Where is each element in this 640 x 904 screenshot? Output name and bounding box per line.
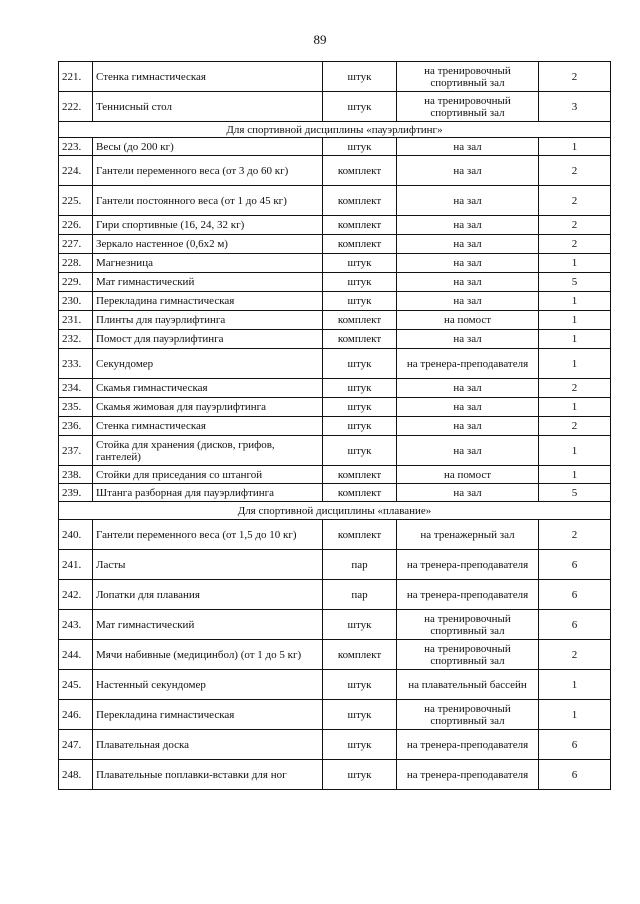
item-unit: штук	[323, 273, 397, 292]
item-quantity: 6	[539, 580, 611, 610]
page-number: 89	[313, 32, 327, 47]
item-place: на зал	[397, 417, 539, 436]
item-place: на зал	[397, 292, 539, 311]
item-quantity: 1	[539, 398, 611, 417]
item-place: на зал	[397, 235, 539, 254]
item-number: 241.	[59, 550, 93, 580]
item-number: 224.	[59, 156, 93, 186]
item-name: Гири спортивные (16, 24, 32 кг)	[93, 216, 323, 235]
item-number: 238.	[59, 466, 93, 484]
item-number: 230.	[59, 292, 93, 311]
item-name: Весы (до 200 кг)	[93, 138, 323, 156]
item-name: Помост для пауэрлифтинга	[93, 330, 323, 349]
item-place: на тренировочный спортивный зал	[397, 610, 539, 640]
item-quantity: 2	[539, 379, 611, 398]
item-quantity: 6	[539, 730, 611, 760]
item-unit: штук	[323, 670, 397, 700]
item-place: на помост	[397, 466, 539, 484]
item-name: Стойки для приседания со штангой	[93, 466, 323, 484]
item-name: Скамья жимовая для пауэрлифтинга	[93, 398, 323, 417]
item-number: 244.	[59, 640, 93, 670]
item-number: 245.	[59, 670, 93, 700]
item-unit: штук	[323, 436, 397, 466]
table-row	[59, 138, 611, 156]
item-number: 225.	[59, 186, 93, 216]
item-place: на зал	[397, 254, 539, 273]
item-unit: комплект	[323, 484, 397, 502]
item-name: Перекладина гимнастическая	[93, 292, 323, 311]
table-row	[59, 610, 611, 640]
item-number: 246.	[59, 700, 93, 730]
equipment-table	[58, 61, 611, 790]
item-name: Гантели постоянного веса (от 1 до 45 кг)	[93, 186, 323, 216]
item-place: на зал	[397, 138, 539, 156]
table-row	[59, 273, 611, 292]
item-name: Стенка гимнастическая	[93, 417, 323, 436]
item-name: Ласты	[93, 550, 323, 580]
item-name: Мячи набивные (медицинбол) (от 1 до 5 кг)	[93, 640, 323, 670]
item-place: на зал	[397, 379, 539, 398]
table-row	[59, 62, 611, 92]
item-number: 221.	[59, 62, 93, 92]
item-number: 222.	[59, 92, 93, 122]
item-name: Магнезница	[93, 254, 323, 273]
item-quantity: 6	[539, 760, 611, 790]
table-row	[59, 186, 611, 216]
item-place: на тренера-преподавателя	[397, 730, 539, 760]
item-unit: комплект	[323, 311, 397, 330]
table-row	[59, 730, 611, 760]
item-unit: комплект	[323, 520, 397, 550]
section-title: Для спортивной дисциплины «пауэрлифтинг»	[59, 122, 611, 138]
table-row	[59, 156, 611, 186]
item-place: на тренера-преподавателя	[397, 349, 539, 379]
section-header-row	[59, 502, 611, 520]
table-row	[59, 484, 611, 502]
item-place: на тренировочный спортивный зал	[397, 700, 539, 730]
item-quantity: 2	[539, 156, 611, 186]
item-place: на плавательный бассейн	[397, 670, 539, 700]
item-number: 232.	[59, 330, 93, 349]
item-quantity: 1	[539, 138, 611, 156]
item-number: 228.	[59, 254, 93, 273]
item-unit: штук	[323, 398, 397, 417]
table-row	[59, 349, 611, 379]
item-place: на зал	[397, 398, 539, 417]
item-unit: штук	[323, 379, 397, 398]
item-unit: штук	[323, 610, 397, 640]
item-unit: комплект	[323, 156, 397, 186]
item-unit: комплект	[323, 216, 397, 235]
item-place: на тренажерный зал	[397, 520, 539, 550]
table-row	[59, 466, 611, 484]
table-row	[59, 398, 611, 417]
item-name: Лопатки для плавания	[93, 580, 323, 610]
item-place: на тренировочный спортивный зал	[397, 640, 539, 670]
item-number: 227.	[59, 235, 93, 254]
item-unit: комплект	[323, 466, 397, 484]
item-number: 236.	[59, 417, 93, 436]
table-row	[59, 700, 611, 730]
item-quantity: 1	[539, 292, 611, 311]
item-quantity: 5	[539, 484, 611, 502]
item-number: 235.	[59, 398, 93, 417]
item-place: на зал	[397, 436, 539, 466]
item-name: Перекладина гимнастическая	[93, 700, 323, 730]
table-row	[59, 580, 611, 610]
item-unit: пар	[323, 550, 397, 580]
item-name: Настенный секундомер	[93, 670, 323, 700]
item-place: на помост	[397, 311, 539, 330]
item-number: 237.	[59, 436, 93, 466]
table-row	[59, 550, 611, 580]
item-unit: комплект	[323, 235, 397, 254]
item-place: на зал	[397, 186, 539, 216]
item-name: Секундомер	[93, 349, 323, 379]
item-place: на зал	[397, 216, 539, 235]
item-number: 242.	[59, 580, 93, 610]
item-number: 239.	[59, 484, 93, 502]
item-place: на зал	[397, 273, 539, 292]
item-quantity: 2	[539, 235, 611, 254]
item-unit: пар	[323, 580, 397, 610]
item-number: 243.	[59, 610, 93, 640]
item-name: Мат гимнастический	[93, 273, 323, 292]
item-quantity: 6	[539, 550, 611, 580]
item-number: 229.	[59, 273, 93, 292]
item-name: Плавательная доска	[93, 730, 323, 760]
table-row	[59, 311, 611, 330]
item-unit: комплект	[323, 640, 397, 670]
table-row	[59, 379, 611, 398]
item-quantity: 2	[539, 216, 611, 235]
item-quantity: 2	[539, 186, 611, 216]
item-number: 247.	[59, 730, 93, 760]
item-quantity: 2	[539, 640, 611, 670]
item-unit: штук	[323, 292, 397, 311]
item-quantity: 2	[539, 417, 611, 436]
item-number: 240.	[59, 520, 93, 550]
item-place: на тренера-преподавателя	[397, 550, 539, 580]
section-header-row	[59, 122, 611, 138]
item-quantity: 3	[539, 92, 611, 122]
item-name: Стенка гимнастическая	[93, 62, 323, 92]
item-place: на тренера-преподавателя	[397, 760, 539, 790]
item-number: 231.	[59, 311, 93, 330]
item-name: Мат гимнастический	[93, 610, 323, 640]
item-number: 226.	[59, 216, 93, 235]
item-unit: штук	[323, 92, 397, 122]
item-quantity: 6	[539, 610, 611, 640]
item-name: Штанга разборная для пауэрлифтинга	[93, 484, 323, 502]
item-name: Скамья гимнастическая	[93, 379, 323, 398]
item-unit: штук	[323, 730, 397, 760]
table-row	[59, 436, 611, 466]
item-quantity: 5	[539, 273, 611, 292]
item-name: Зеркало настенное (0,6х2 м)	[93, 235, 323, 254]
item-quantity: 1	[539, 311, 611, 330]
item-number: 248.	[59, 760, 93, 790]
item-unit: штук	[323, 349, 397, 379]
item-quantity: 1	[539, 254, 611, 273]
table-row	[59, 254, 611, 273]
item-quantity: 1	[539, 670, 611, 700]
table-row	[59, 760, 611, 790]
table-row	[59, 417, 611, 436]
item-unit: комплект	[323, 330, 397, 349]
item-quantity: 2	[539, 62, 611, 92]
item-quantity: 1	[539, 700, 611, 730]
item-name: Гантели переменного веса (от 1,5 до 10 кг)	[93, 520, 323, 550]
table-row	[59, 670, 611, 700]
item-quantity: 1	[539, 436, 611, 466]
table-row	[59, 235, 611, 254]
item-name: Плинты для пауэрлифтинга	[93, 311, 323, 330]
item-quantity: 1	[539, 330, 611, 349]
item-unit: штук	[323, 138, 397, 156]
table-row	[59, 92, 611, 122]
item-unit: комплект	[323, 186, 397, 216]
item-number: 223.	[59, 138, 93, 156]
item-name: Теннисный стол	[93, 92, 323, 122]
item-number: 234.	[59, 379, 93, 398]
item-place: на тренировочный спортивный зал	[397, 92, 539, 122]
item-place: на зал	[397, 484, 539, 502]
item-place: на тренировочный спортивный зал	[397, 62, 539, 92]
item-quantity: 2	[539, 520, 611, 550]
table-row	[59, 640, 611, 670]
item-place: на тренера-преподавателя	[397, 580, 539, 610]
table-row	[59, 292, 611, 311]
item-quantity: 1	[539, 466, 611, 484]
table-row	[59, 520, 611, 550]
table-row	[59, 330, 611, 349]
item-name: Гантели переменного веса (от 3 до 60 кг)	[93, 156, 323, 186]
item-unit: штук	[323, 417, 397, 436]
item-place: на зал	[397, 156, 539, 186]
table-row	[59, 216, 611, 235]
item-unit: штук	[323, 62, 397, 92]
item-unit: штук	[323, 760, 397, 790]
item-quantity: 1	[539, 349, 611, 379]
item-place: на зал	[397, 330, 539, 349]
item-name: Плавательные поплавки-вставки для ног	[93, 760, 323, 790]
item-unit: штук	[323, 700, 397, 730]
item-number: 233.	[59, 349, 93, 379]
item-unit: штук	[323, 254, 397, 273]
section-title: Для спортивной дисциплины «плавание»	[59, 502, 611, 520]
item-name: Стойка для хранения (дисков, грифов, гантелей)	[93, 436, 323, 466]
table-body	[59, 62, 611, 790]
